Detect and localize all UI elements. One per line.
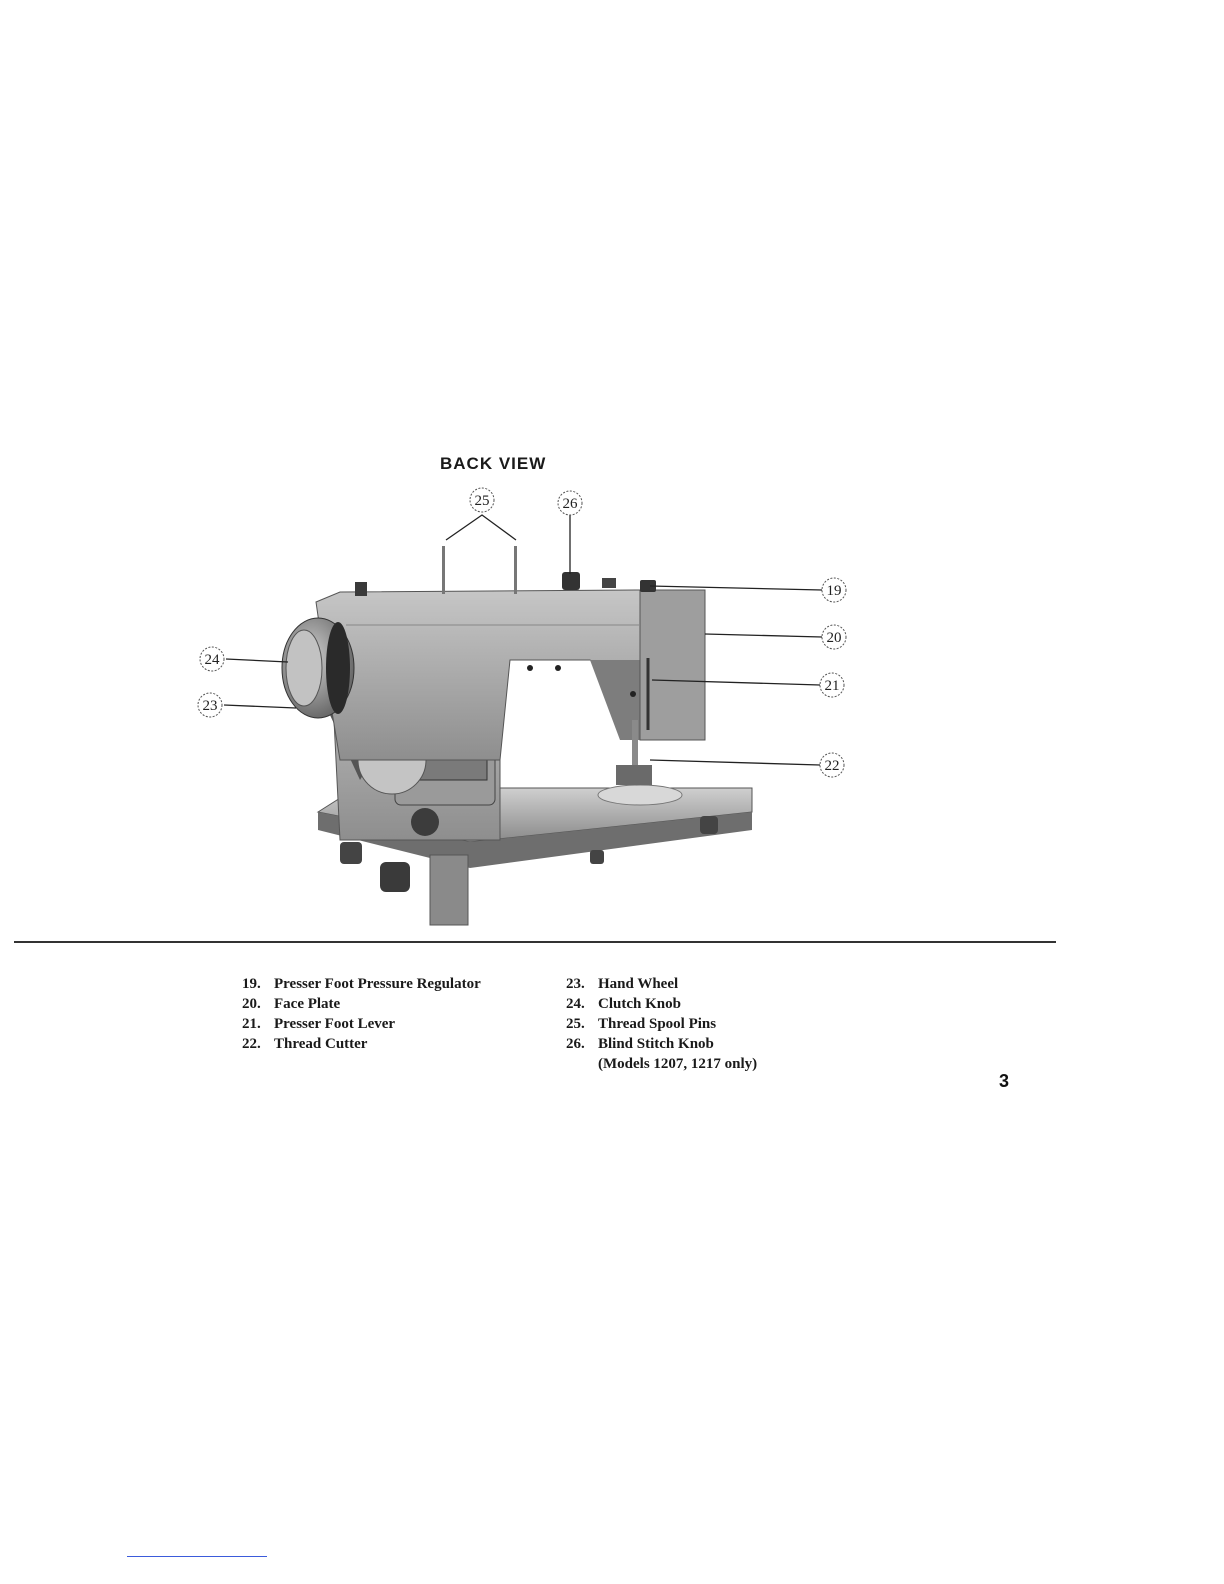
legend-number: 21. (242, 1016, 261, 1032)
legend-item-continuation: (Models 1207, 1217 only) (598, 1056, 758, 1072)
callout-19 (822, 578, 846, 602)
horizontal-rule (14, 941, 1056, 943)
legend-number: 23. (566, 976, 585, 992)
callout-21 (820, 673, 844, 697)
legend-item (242, 1014, 481, 1034)
top-fittings (355, 546, 656, 596)
parts-legend-right (566, 974, 757, 1074)
callout-label: 26 (562, 496, 578, 512)
callout-25 (470, 488, 494, 512)
callout-label: 25 (474, 493, 490, 509)
machine-arm (316, 590, 705, 785)
legend-item (242, 974, 481, 994)
callout-20 (822, 625, 846, 649)
legend-number: 24. (566, 996, 585, 1012)
legend-item (566, 974, 757, 994)
callout-label: 22 (824, 758, 840, 774)
legend-text: Blind Stitch Knob (598, 1036, 714, 1052)
legend-text: Thread Spool Pins (598, 1016, 717, 1032)
legend-text: Face Plate (274, 996, 341, 1012)
callout-label: 19 (826, 583, 842, 599)
legend-number: 25. (566, 1016, 585, 1032)
callout-label: 24 (204, 652, 220, 668)
legend-item (566, 1014, 757, 1034)
callout-23 (198, 693, 222, 717)
callout-22 (820, 753, 844, 777)
legend-item (242, 994, 481, 1014)
bottom-link-underline[interactable] (127, 1556, 267, 1557)
legend-number: 20. (242, 996, 261, 1012)
legend-item (242, 1034, 481, 1054)
callout-24 (200, 647, 224, 671)
legend-number: 22. (242, 1036, 261, 1052)
legend-item (566, 994, 757, 1014)
legend-number: 26. (566, 1036, 585, 1052)
legend-text: Hand Wheel (598, 976, 679, 992)
legend-text: Presser Foot Lever (274, 1016, 396, 1032)
figure-title: BACK VIEW (440, 454, 547, 473)
legend-text: Clutch Knob (598, 996, 681, 1012)
legend-number: 19. (242, 976, 261, 992)
parts-legend-left (242, 974, 481, 1054)
callout-label: 23 (202, 698, 218, 714)
callout-26 (558, 491, 582, 515)
callout-label: 21 (824, 678, 840, 694)
legend-text: Presser Foot Pressure Regulator (274, 976, 481, 992)
hand-wheel (282, 618, 354, 718)
callout-label: 20 (826, 630, 842, 646)
legend-text: Thread Cutter (274, 1036, 368, 1052)
legend-item (566, 1034, 757, 1054)
page-number: 3 (999, 1071, 1010, 1091)
